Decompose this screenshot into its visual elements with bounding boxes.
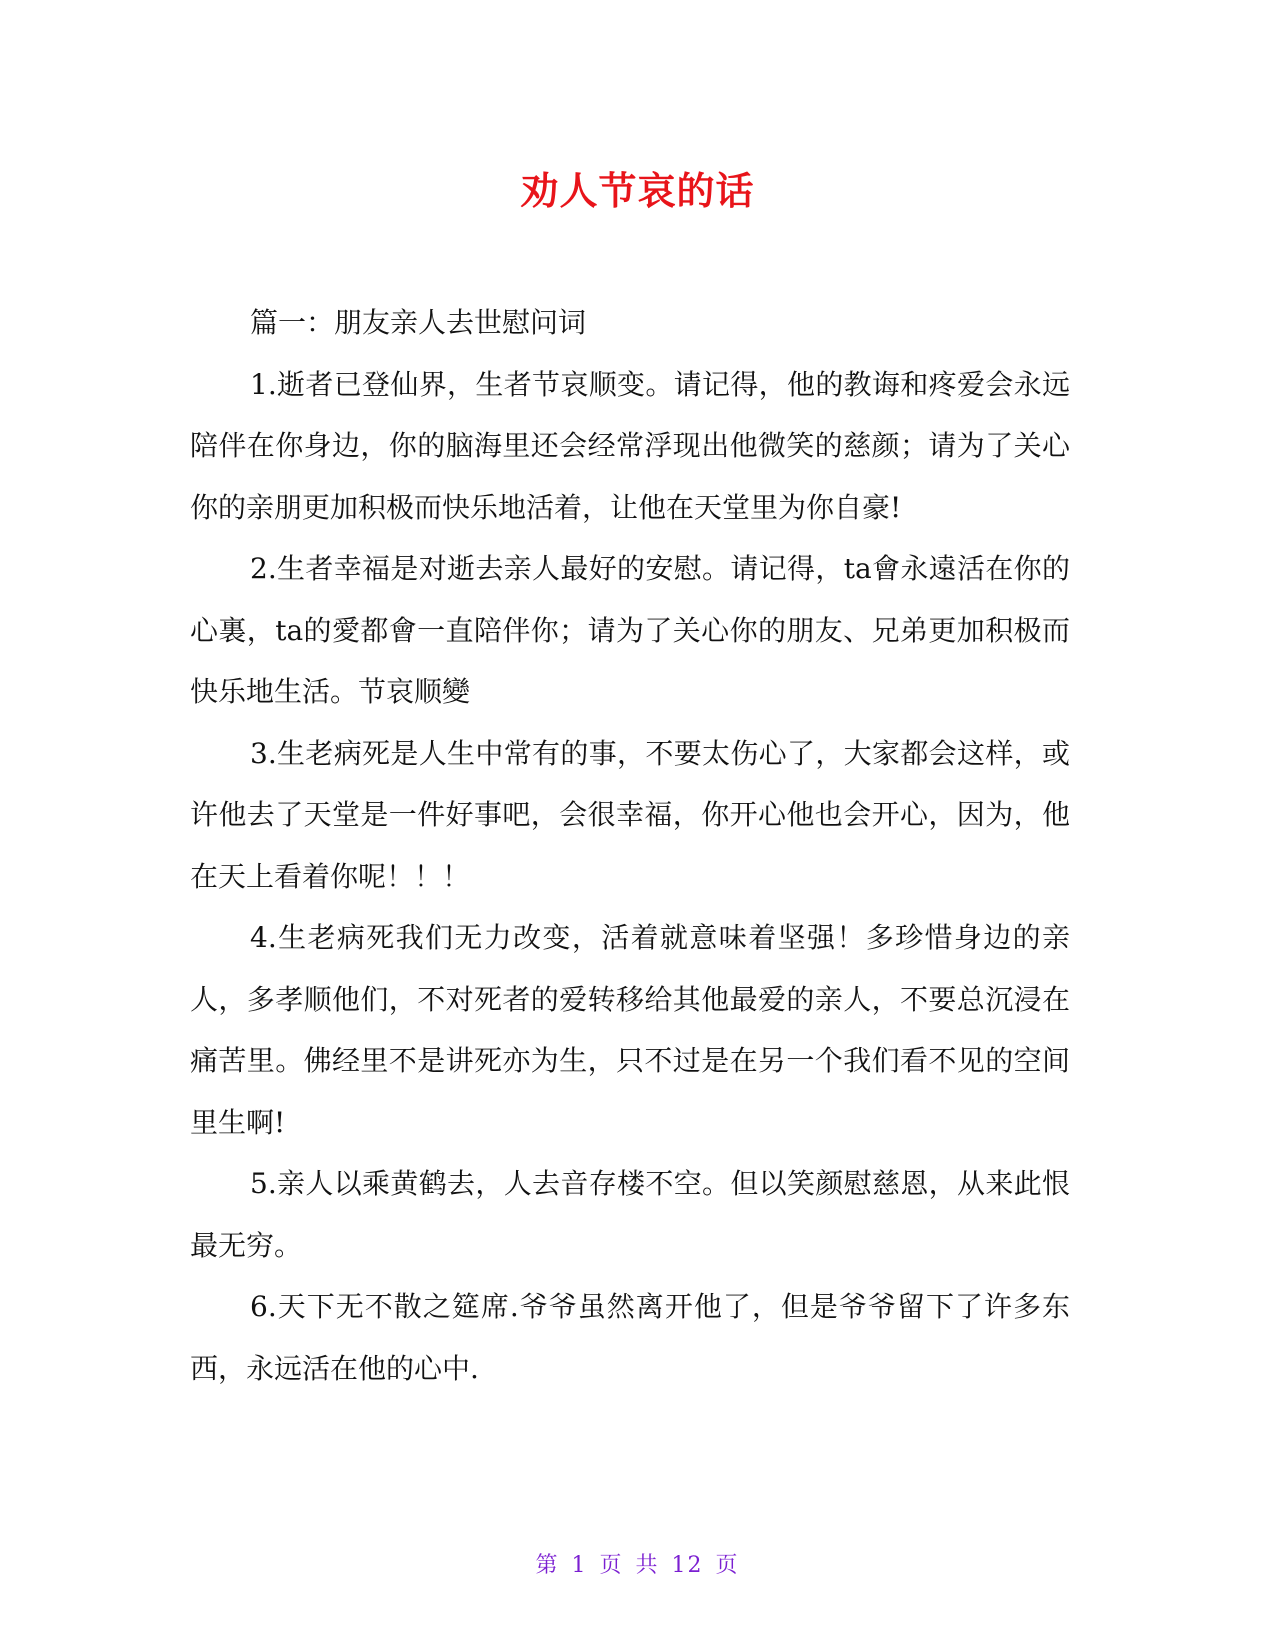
footer-total-pages: 12 xyxy=(671,1553,704,1578)
paragraph-6: 6.天下无不散之筵席.爷爷虽然离开他了，但是爷爷留下了许多东西，永远活在他的心中. xyxy=(190,1290,1070,1385)
paragraph-2: 2.生者幸福是对逝去亲人最好的安慰。请记得，ta會永遠活在你的心裏，ta的愛都會一直陪伴你；请为了关心你的朋友、兄弟更加积极而快乐地生活。节哀顺變 xyxy=(190,552,1070,708)
footer-label-di: 第 xyxy=(535,1553,560,1578)
document-title: 劝人节哀的话 xyxy=(520,169,755,213)
page-footer xyxy=(0,1548,1275,1579)
section-heading: 篇一：朋友亲人去世慰问词 xyxy=(250,306,587,339)
paragraph-3: 3.生老病死是人生中常有的事，不要太伤心了，大家都会这样，或许他去了天堂是一件好事吧，会很幸福，你开心他也会开心，因为，他在天上看着你呢！！！ xyxy=(190,736,1070,893)
paragraph-1: 1.逝者已登仙界，生者节哀顺变。请记得，他的教诲和疼爱会永远陪伴在你身边，你的脑海里还会经常浮现出他微笑的慈颜；请为了关心你的亲朋更加积极而快乐地活着，让他在天堂里为你自豪! xyxy=(190,367,1070,524)
footer-label-ye: 页 xyxy=(599,1553,624,1578)
document-body xyxy=(190,292,1070,1399)
paragraph-5: 5.亲人以乘黄鹤去，人去音存楼不空。但以笑颜慰慈恩，从来此恨最无穷。 xyxy=(190,1167,1070,1262)
footer-current-page: 1 xyxy=(571,1553,588,1578)
footer-label-gong: 共 xyxy=(635,1553,660,1578)
footer-label-ye2: 页 xyxy=(715,1553,740,1578)
paragraph-4: 4.生老病死我们无力改变，活着就意味着坚强！多珍惜身边的亲人，多孝顺他们，不对死者的爱转移给其他最爱的亲人，不要总沉浸在痛苦里。佛经里不是讲死亦为生，只不过是在另一个我们看不见的空间里生啊! xyxy=(190,921,1070,1139)
